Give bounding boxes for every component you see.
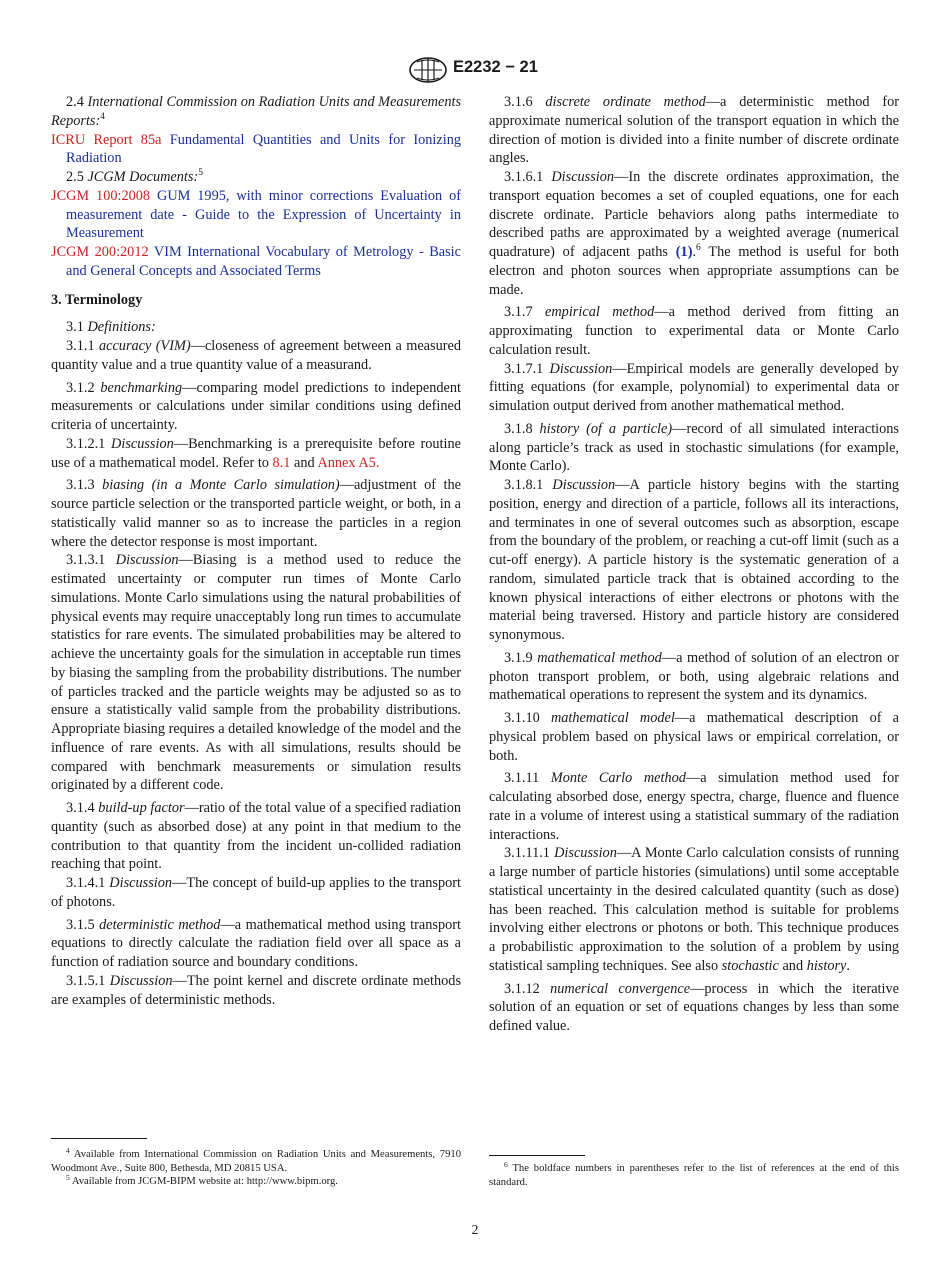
footnotes-right bbox=[489, 1162, 899, 1189]
definition-3-1-1: 3.1.1 accuracy (VIM)—closeness of agreement between a measured quantity value and a true quantity value of a measurand. bbox=[51, 338, 461, 373]
document-designation: E2232 − 21 bbox=[453, 58, 538, 76]
astm-logo-icon bbox=[408, 57, 448, 83]
jcgm100-link[interactable]: JCGM 100:2008 bbox=[51, 187, 151, 204]
section-2-4: 2.4 International Commission on Radiation Units and Measurements Reports:$^4$ bbox=[51, 94, 462, 129]
footnote-divider-right bbox=[489, 1155, 585, 1156]
page-number: 2 bbox=[471, 1222, 479, 1237]
definition-3-1-11-1: 3.1.11.1 Discussion—A Monte Carlo calculation consists of running a large number of particle histories (simulations) until some acceptable statistical uncertainty in the desired calculated quantity (such as dose) has been reached. This calculation method is suitable for problems involving either electrons or photons or both. This technique produces a probabilistic approximation to the solution of a problem by using statistical sampling techniques. See also stochastic and history. bbox=[489, 845, 900, 974]
definition-3-1-8-1: 3.1.8.1 Discussion—A particle history begins with the starting position, energy and direction of a particle, follows all its interactions, and terminates in one of several outcomes such as absorption, escape from the boundary of the problem, or reaching a cut-off limit (such as a cut-off energy). A particle history is the systematic generation of a random, simulated particle track that is obtained according to the known physical interactions of either electrons or photons with the material being traversed. History and particle history are considered synonymous. bbox=[489, 477, 899, 643]
reference-jcgm100 bbox=[51, 187, 461, 243]
icru-link[interactable]: ICRU Report 85a bbox=[51, 131, 162, 148]
footnote-6: $^6$ The boldface numbers in parentheses refer to the list of references at the end of this standard. bbox=[489, 1160, 899, 1188]
definition-3-1-3: 3.1.3 biasing (in a Monte Carlo simulation)—adjustment of the source particle selection or the transported particle weight, or both, in a statistically valid manner so as to increase the particles in a region where the detector response is most important. bbox=[51, 477, 462, 550]
definition-3-1-5: 3.1.5 deterministic method—a mathematical method using transport equations to directly calculate the radiation field over all space as a function of radiation source and boundary conditions. bbox=[51, 916, 462, 970]
definition-3-1-2: 3.1.2 benchmarking—comparing model predictions to independent measurements or calculations under similar conditions using defined criteria of uncertainty. bbox=[51, 379, 461, 433]
left-column bbox=[51, 93, 461, 1009]
definition-3-1-7-1: 3.1.7.1 Discussion—Empirical models are generally developed by fitting equations (for example, polynomial) to experimental data or simulation output derived from another mathematical method. bbox=[489, 360, 900, 414]
footnotes-left bbox=[51, 1148, 461, 1189]
section-2-5: 2.5 JCGM Documents:$^5$ bbox=[66, 168, 203, 185]
definition-3-1: 3.1 Definitions: bbox=[66, 319, 156, 336]
definition-3-1-5-1: 3.1.5.1 Discussion—The point kernel and discrete ordinate methods are examples of deterministic methods. bbox=[51, 972, 462, 1008]
definition-3-1-7: 3.1.7 empirical method—a method derived from fitting an approximating function to experimental data or Monte Carlo calculation result. bbox=[489, 304, 899, 358]
footnote-4: $^4$ Available from International Commission on Radiation Units and Measurements, 7910 Woodmont Ave., Suite 800, Bethesda, MD 20815 USA. bbox=[51, 1146, 461, 1174]
definition-3-1-6: 3.1.6 discrete ordinate method—a deterministic method for approximate numerical solution of the transport equation in which the direction of motion is divided into a finite number of discrete ordinate angles. bbox=[489, 94, 899, 167]
section-3-heading: 3. Terminology bbox=[51, 291, 143, 308]
footnote-divider-left bbox=[51, 1138, 147, 1139]
definition-3-1-11: 3.1.11 Monte Carlo method—a simulation method used for calculating absorbed dose, energy spectra, charge, fluence and fluence rate in a volume of interest using a statistical summary of the radiation interactions. bbox=[489, 770, 899, 843]
definition-3-1-3-1: 3.1.3.1 Discussion—Biasing is a method used to reduce the estimated uncertainty or computer run times of Monte Carlo simulations. Monte Carlo simulations using the natural probabilities of physical events may require unacceptably long run times to accumulate statistics for rare events. The simulated probabilities may be altered to achieve the uncertainty goals for the simulation in acceptable run times by biasing the sampling from the probability distributions. The number of particles tracked and the particle weights may be adjusted so as to ensure a statistically valid sample from the probability distributions. Appropriate biasing requires a detailed knowledge of the model and the influence of rare events. As with all simulations, results should be compared with benchmark measurements or simulation results originated by a different code. bbox=[51, 552, 462, 794]
definition-3-1-9: 3.1.9 mathematical method—a method of solution of an electron or photon transport problem, or both, using algebraic relations and mathematical operations to represent the system and its dynamics. bbox=[489, 649, 899, 704]
reference-icru bbox=[51, 131, 461, 169]
icru-title-link[interactable]: Fundamental Quantities and Units for Ionizing Radiation bbox=[66, 131, 461, 167]
reference-citation-link[interactable]: (1) bbox=[675, 244, 693, 260]
definition-3-1-8: 3.1.8 history (of a particle)—record of all simulated interactions along particle’s track as used in stochastic simulations (for example, Monte Carlo). bbox=[489, 420, 899, 475]
reference-jcgm200 bbox=[51, 243, 461, 281]
definition-3-1-4: 3.1.4 build-up factor—ratio of the total value of a specified radiation quantity (such as absorbed dose) at any point in that medium to the contribution to that quantity from the incident un-collided radiation reaching that point. bbox=[51, 800, 461, 873]
definition-3-1-2-1: 3.1.2.1 Discussion—Benchmarking is a prerequisite before routine use of a mathematical model. Refer to 8.1 and Annex A5. bbox=[51, 435, 461, 471]
definition-3-1-10: 3.1.10 mathematical model—a mathematical description of a physical problem based on physical laws or empirical correlation, or both. bbox=[489, 710, 899, 764]
definition-3-1-4-1: 3.1.4.1 Discussion—The concept of build-up applies to the transport of photons. bbox=[51, 875, 462, 910]
jcgm100-title-link[interactable]: GUM 1995, with minor corrections Evaluation of measurement date - Guide to the Expression of Uncertainty in Measurement bbox=[66, 187, 461, 242]
right-column bbox=[489, 93, 899, 1036]
jcgm200-link[interactable]: JCGM 200:2012 bbox=[51, 244, 149, 260]
footnote-5: $^5$ Available from JCGM-BIPM website at: http://www.bipm.org. bbox=[66, 1173, 338, 1188]
jcgm200-title-link[interactable]: VIM International Vocabulary of Metrology - Basic and General Concepts and Associated Terms bbox=[66, 244, 461, 279]
definition-3-1-12: 3.1.12 numerical convergence—process in which the iterative solution of an equation or set of equations changes by less than some defined value. bbox=[489, 980, 899, 1034]
section-8-1-link[interactable]: 8.1 bbox=[272, 454, 291, 471]
annex-a5-link[interactable]: Annex A5 bbox=[317, 454, 376, 471]
definition-3-1-6-1: 3.1.6.1 Discussion—In the discrete ordinates approximation, the transport equation becomes a set of coupled equations, one for each discrete ordinate. Particle behaviors along paths intermediate to described paths are approximated by a weighted average (numerical quadrature) of adjacent paths (1).$^6$ The method is useful for both electron and photon sources when appropriate assumptions can be made. bbox=[489, 169, 900, 298]
page-header bbox=[0, 57, 950, 83]
